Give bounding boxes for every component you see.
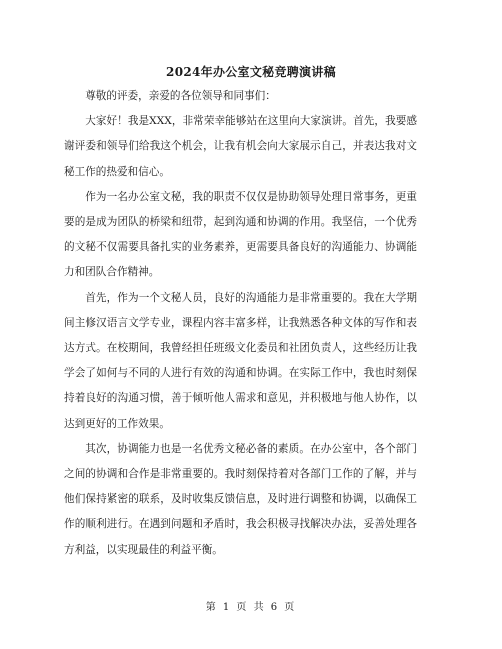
paragraph-3: 首先，作为一个文秘人员，良好的沟通能力是非常重要的。我在大学期间主修汉语言文学专业，课程内容丰富多样，让我熟悉各种文体的写作和表达方式。在校期间，我曾经担任班级文化委员和社团负责人，这些经历让我学会了如何与不同的人进行有效的沟通和协调。在实际工作中，我也时刻保持着良好的沟通习惯，善于倾听他人需求和意见，并积极地与他人协作，以达到更好的工作效果。 [64,291,417,430]
paragraph-1: 大家好！我是XXX，非常荣幸能够站在这里向大家演讲。首先，我要感谢评委和领导们给我这个机会，让我有机会向大家展示自己，并表达我对文秘工作的热爱和信心。 [64,115,417,178]
paragraph-4: 其次，协调能力也是一名优秀文秘必备的素质。在办公室中，各个部门之间的协调和合作是非常重要的。我时刻保持着对各部门工作的了解，并与他们保持紧密的联系，及时收集反馈信息，及时进行调整和协调，以确保工作的顺利进行。在遇到问题和矛盾时，我会积极寻找解决办法，妥善处理各方利益，以实现最佳的利益平衡。 [64,442,417,556]
page-number-footer: 第 1 页 共 6 页 [205,602,297,613]
document-title: 2024年办公室文秘竞聘演讲稿 [166,65,336,79]
document-body [64,84,417,563]
salutation: 尊敬的评委，亲爱的各位领导和同事们： [85,90,276,102]
paragraph-2: 作为一名办公室文秘，我的职责不仅仅是协助领导处理日常事务，更重要的是成为团队的桥梁和纽带，起到沟通和协调的作用。我坚信，一个优秀的文秘不仅需要具备扎实的业务素养，更需要具备良好的沟通能力、协调能力和团队合作精神。 [64,190,417,279]
